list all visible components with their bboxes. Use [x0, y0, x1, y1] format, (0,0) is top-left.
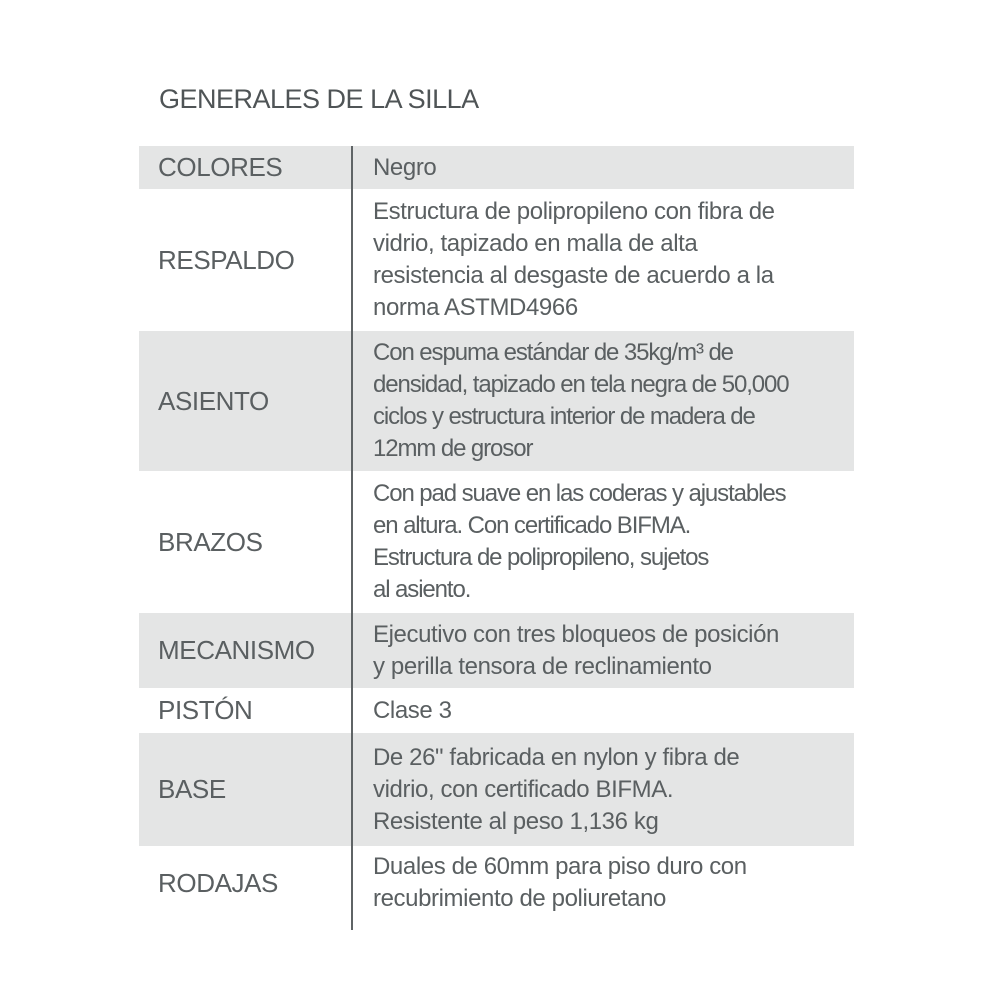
- spec-row-asiento: [139, 331, 854, 471]
- spec-value-colores: Negro: [373, 153, 437, 181]
- spec-row-piston: [139, 688, 854, 733]
- spec-row-rodajas: [139, 846, 854, 920]
- spec-row-mecanismo: [139, 613, 854, 688]
- spec-value-brazos: Con pad suave en las coderas y ajustables en altura. Con certificado BIFMA. Estructura de polipropileno, sujetos al asiento.: [373, 480, 786, 603]
- column-divider: [351, 146, 353, 930]
- spec-value-mecanismo: Ejecutivo con tres bloqueos de posición y perilla tensora de reclinamiento: [373, 620, 779, 680]
- section-title: GENERALES DE LA SILLA: [159, 84, 479, 114]
- spec-label-asiento: ASIENTO: [158, 385, 269, 416]
- spec-value-asiento: Con espuma estándar de 35kg/m³ de densidad, tapizado en tela negra de 50,000 ciclos y estructura interior de madera de 12mm de grosor: [373, 339, 789, 462]
- spec-value-piston: Clase 3: [373, 696, 452, 724]
- spec-label-base: BASE: [158, 774, 226, 804]
- spec-row-colores: [139, 146, 854, 189]
- spec-label-brazos: BRAZOS: [158, 526, 263, 557]
- spec-value-respaldo: Estructura de polipropileno con fibra de vidrio, tapizado en malla de alta resistencia al desgaste de acuerdo a la norma ASTMD4966: [373, 198, 775, 321]
- spec-value-rodajas: Duales de 60mm para piso duro con recubrimiento de poliuretano: [373, 853, 747, 912]
- spec-value-base: De 26" fabricada en nylon y fibra de vidrio, con certificado BIFMA. Resistente al peso 1,136 kg: [373, 743, 740, 835]
- spec-label-mecanismo: MECANISMO: [158, 635, 315, 665]
- spec-row-base: [139, 733, 854, 846]
- spec-row-respaldo: [139, 189, 854, 331]
- spec-table: [139, 146, 854, 930]
- spec-label-respaldo: RESPALDO: [158, 244, 295, 275]
- spec-label-piston: PISTÓN: [158, 695, 253, 725]
- spec-label-rodajas: RODAJAS: [158, 867, 279, 898]
- spec-row-brazos: [139, 471, 854, 613]
- spec-label-colores: COLORES: [158, 152, 283, 182]
